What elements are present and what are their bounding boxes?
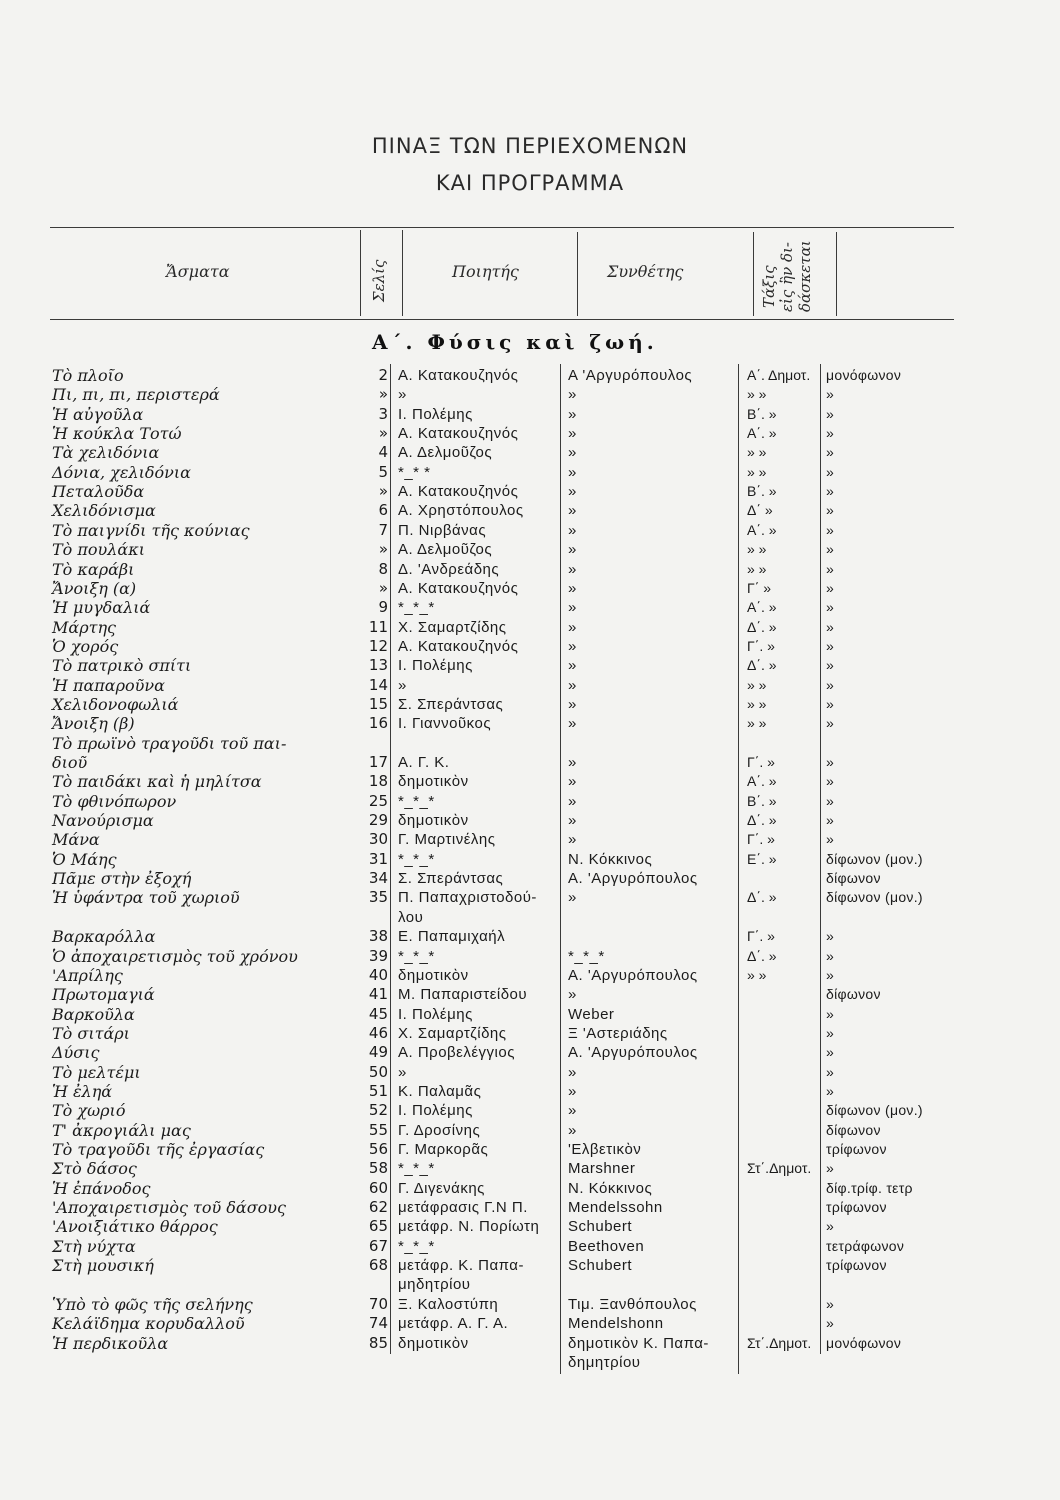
song-title: Τὸ φθινόπωρον (52, 791, 177, 811)
page-number: 49 (368, 1043, 388, 1062)
class-level: Δ΄. » (747, 657, 777, 674)
poet-name: δημοτικὸν (398, 1334, 469, 1352)
class-level: Γ΄. » (747, 637, 775, 654)
voice-note: τετράφωνον (826, 1237, 905, 1254)
song-title: Τὸ πρωϊνὸ τραγοῦδι τοῦ παι- (52, 733, 287, 753)
voice-note: » (826, 831, 835, 848)
song-title: Χελιδονοφωλιά (52, 694, 179, 714)
poet-name: Ι. Πολέμης (398, 405, 473, 423)
song-title: Τὸ σιτάρι (52, 1023, 130, 1043)
composer-name: » (568, 754, 577, 771)
voice-note: » (826, 637, 835, 654)
voice-note: » (826, 676, 835, 693)
page-number: 14 (368, 675, 388, 694)
page-number: 25 (368, 791, 388, 810)
composer-name: » (568, 405, 577, 423)
song-title: Τὸ καράβι (52, 559, 135, 579)
class-level: » » (747, 444, 767, 461)
class-level: » » (747, 463, 767, 480)
header-class-3: δάσκεται (796, 240, 814, 312)
poet-name: Ε. Παπαμιχαήλ (398, 928, 506, 946)
page-number: 4 (378, 443, 388, 462)
class-level: Δ΄ » (747, 502, 773, 519)
voice-note: τρίφωνον (826, 1257, 887, 1274)
composer-name: » (568, 812, 577, 830)
poet-name: Α. Δελμοῦζος (398, 444, 493, 462)
song-title: 'Απρίλης (52, 965, 123, 985)
voice-note: δίφωνον (826, 986, 881, 1003)
song-title: Τὸ πλοῖο (52, 366, 124, 385)
page-number: 85 (368, 1333, 388, 1352)
page-number: 18 (368, 772, 388, 791)
page-number: 3 (378, 404, 388, 423)
composer-name: Α 'Αργυρόπουλος (568, 367, 693, 384)
voice-note: » (826, 1082, 835, 1099)
song-title: Κελάϊδημα κορυδαλλοῦ (52, 1314, 245, 1334)
composer-name: » (568, 463, 577, 481)
composer-name: Ν. Κόκκινος (568, 1179, 653, 1197)
class-level: » » (747, 715, 767, 732)
composer-name: Τιμ. Ξανθόπουλος (568, 1295, 697, 1313)
class-level: Β΄. » (747, 792, 777, 809)
class-level: Γ΄. » (747, 928, 775, 945)
song-title: Στὸ δάσος (52, 1159, 137, 1179)
song-title: Τὸ τραγοῦδι τῆς ἐργασίας (52, 1140, 265, 1159)
voice-note: » (826, 1005, 835, 1022)
composer-name: » (568, 986, 577, 1004)
voice-note: » (826, 947, 835, 964)
page-number: 29 (368, 811, 388, 830)
poet-name: Α. Κατακουζηνός (398, 483, 519, 501)
song-title: Ὁ Μάης (52, 849, 117, 869)
page-number: 6 (378, 501, 388, 520)
song-title: Χελιδόνισμα (52, 501, 156, 521)
voice-note: » (826, 560, 835, 577)
composer-name: » (568, 695, 577, 713)
voice-note: » (826, 928, 835, 945)
poet-name: Ι. Πολέμης (398, 1102, 473, 1120)
page-number: » (378, 482, 388, 501)
song-title: διοῦ (52, 753, 88, 772)
voice-note: δίφωνον (826, 1121, 881, 1138)
voice-note: » (826, 966, 835, 983)
poet-name: Γ. Δροσίνης (398, 1121, 481, 1139)
composer-name: » (568, 618, 577, 636)
voice-note: » (826, 812, 835, 829)
poet-name: Α. Κατακουζηνός (398, 367, 519, 384)
page-number: 16 (368, 714, 388, 733)
song-title: Ἄνοιξη (β) (52, 714, 135, 734)
voice-note: δίφωνον (μον.) (826, 850, 923, 867)
class-level: Α΄. Δημοτ. (747, 367, 811, 383)
composer-name: » (568, 676, 577, 694)
poet-name: *_*_* (398, 850, 435, 868)
composer-name: » (568, 773, 577, 791)
voice-note: » (826, 754, 835, 770)
poet-name: Σ. Σπεράντσας (398, 695, 504, 713)
song-title: Τὸ χωριό (52, 1101, 126, 1121)
poet-name: *_*_* (398, 599, 435, 617)
poet-name: Χ. Σαμαρτζίδης (398, 618, 507, 636)
poet-name: Μ. Παπαριστείδου (398, 986, 528, 1004)
voice-note: τρίφωνον (826, 1141, 887, 1157)
header-class-2: εἰς ἣν δι- (778, 242, 796, 312)
voice-note: δίφ.τρίφ. τετρ (826, 1179, 913, 1196)
composer-name: Marshner (568, 1160, 636, 1178)
page-number: 13 (368, 656, 388, 675)
poet-name: μετάφρ. Ν. Πορίωτη (398, 1218, 540, 1236)
class-level: » » (747, 560, 767, 577)
page-number: 5 (378, 462, 388, 481)
class-level: Β΄. » (747, 405, 777, 422)
page-number: 51 (368, 1081, 388, 1100)
composer-name: » (568, 715, 577, 733)
song-title: Βαρκαρόλλα (52, 927, 156, 947)
composer-name: δημοτικὸν Κ. Παπα- (568, 1334, 709, 1352)
page-number: 12 (368, 636, 388, 655)
voice-note: » (826, 792, 835, 809)
voice-note: » (826, 541, 835, 558)
page-number: 67 (368, 1236, 388, 1255)
page-number: 9 (378, 598, 388, 617)
class-level: Α΄. » (747, 773, 777, 790)
class-level: Γ΄. » (747, 831, 775, 848)
song-title: Τὸ πουλάκι (52, 540, 145, 560)
composer-name: » (568, 521, 577, 539)
page-number: 60 (368, 1178, 388, 1197)
song-title: Ὁ ἀποχαιρετισμὸς τοῦ χρόνου (52, 946, 298, 966)
voice-note: » (826, 1315, 835, 1332)
class-level: Α΄. » (747, 599, 777, 616)
voice-note: » (826, 1160, 835, 1177)
poet-name: *_*_* (398, 1237, 435, 1255)
page-number: 11 (368, 617, 388, 636)
song-title: 'Αποχαιρετισμὸς τοῦ δάσους (52, 1198, 286, 1218)
class-level: » » (747, 676, 767, 693)
page-number: 41 (368, 985, 388, 1004)
page-number: 15 (368, 694, 388, 713)
song-title: Πι, πι, πι, περιστερά (52, 385, 220, 405)
header-class-1: Τάξις (760, 265, 778, 308)
voice-note: » (826, 444, 835, 461)
song-title: Δύσις (52, 1043, 100, 1063)
page-number: 8 (378, 559, 388, 578)
song-title: 'Ανοιξιάτικο θάρρος (52, 1217, 218, 1237)
page-number: » (378, 540, 388, 559)
page-number: 30 (368, 830, 388, 849)
class-level: » » (747, 966, 767, 983)
section-title: Α΄. Φύσις καὶ ζωή. (372, 330, 658, 354)
song-title: Ἡ ὑφάντρα τοῦ χωριοῦ (52, 888, 240, 908)
song-title: Ὑπὸ τὸ φῶς τῆς σελήνης (52, 1294, 253, 1314)
song-title: Ἡ ἐληά (52, 1081, 113, 1101)
song-title: Στὴ νύχτα (52, 1236, 136, 1256)
song-title: Στὴ μουσική (52, 1256, 154, 1276)
composer-name: » (568, 1121, 577, 1139)
poet-name: Γ. Μαρτινέλης (398, 831, 496, 849)
poet-name: Ξ. Καλοστύπη (398, 1295, 499, 1313)
page-number: 50 (368, 1062, 388, 1081)
composer-name: Schubert (568, 1218, 633, 1236)
poet-name: Δ. 'Ανδρεάδης (398, 560, 500, 578)
song-title: Τ' ἀκρογιάλι μας (52, 1120, 191, 1140)
page-number: 39 (368, 946, 388, 965)
poet-name: » (398, 676, 407, 694)
voice-note: » (826, 1295, 835, 1312)
song-title: Τὰ χελιδόνια (52, 443, 160, 463)
composer-name: » (568, 1102, 577, 1120)
class-level: Α΄. » (747, 521, 777, 538)
song-title: Δόνια, χελιδόνια (52, 462, 191, 482)
song-title: Τὸ μελτέμι (52, 1062, 141, 1082)
voice-note: » (826, 386, 835, 403)
voice-note: » (826, 599, 835, 616)
class-level: Γ΄. » (747, 754, 775, 770)
class-level: » » (747, 695, 767, 712)
poet-name: Α. Κατακουζηνός (398, 637, 519, 655)
class-level: Δ΄. » (747, 947, 777, 964)
poet-name: μετάφρασις Γ.Ν Π. (398, 1199, 528, 1217)
title-line-1: ΠΙΝΑΞ ΤΩΝ ΠΕΡΙΕΧΟΜΕΝΩΝ (371, 134, 689, 158)
voice-note: δίφωνον (826, 870, 881, 887)
voice-note: » (826, 618, 835, 635)
page-number: 2 (378, 366, 388, 384)
poet-name: λου (398, 908, 424, 926)
page-number: 7 (378, 520, 388, 539)
page-number: 74 (368, 1314, 388, 1333)
page-number: » (378, 578, 388, 597)
song-title: Τὸ παιγνίδι τῆς κούνιας (52, 520, 250, 540)
composer-name: Schubert (568, 1257, 633, 1275)
voice-note: » (826, 463, 835, 480)
voice-note: μονόφωνον (826, 1334, 902, 1351)
song-title: Μάνα (52, 830, 100, 850)
voice-note: » (826, 1063, 835, 1080)
poet-name: *_* * (398, 463, 431, 481)
voice-note: » (826, 695, 835, 712)
class-level: Στ΄.Δημοτ. (747, 1160, 812, 1177)
voice-note: » (826, 579, 835, 596)
composer-name: Ν. Κόκκινος (568, 850, 653, 868)
composer-name: δημητρίου (568, 1353, 641, 1371)
song-title: Πεταλοῦδα (52, 482, 145, 502)
composer-name: Mendelssohn (568, 1199, 663, 1217)
class-level: Ε΄. » (747, 850, 777, 867)
class-level: Δ΄. » (747, 618, 777, 635)
poet-name: *_*_* (398, 1160, 435, 1178)
class-level: Γ΄ » (747, 579, 772, 596)
poet-name: Σ. Σπεράντσας (398, 870, 504, 888)
page-number: 35 (368, 888, 388, 907)
poet-name: δημοτικὸν (398, 773, 469, 791)
poet-name: μηδητρίου (398, 1276, 471, 1294)
page-number: » (378, 385, 388, 404)
poet-name: Ι. Πολέμης (398, 1005, 473, 1023)
poet-name: Ι. Πολέμης (398, 657, 473, 675)
voice-note: » (826, 773, 835, 790)
page-number: 52 (368, 1101, 388, 1120)
song-title: Ἡ αὐγοῦλα (52, 404, 144, 424)
song-title: Τὸ παιδάκι καὶ ἡ μηλίτσα (52, 772, 262, 792)
page-number: 45 (368, 1004, 388, 1023)
composer-name: » (568, 831, 577, 849)
song-title: Ἡ μυγδαλιά (52, 598, 151, 618)
header-page: Σελίς (370, 259, 388, 302)
poet-name: Χ. Σαμαρτζίδης (398, 1024, 507, 1042)
poet-name: δημοτικὸν (398, 812, 469, 830)
page-number: 34 (368, 869, 388, 888)
voice-note: » (826, 1044, 835, 1061)
song-title: Νανούρισμα (52, 811, 154, 831)
page-number: 55 (368, 1120, 388, 1139)
class-level: Α΄. » (747, 425, 777, 442)
composer-name: » (568, 579, 577, 597)
poet-name: *_*_* (398, 947, 435, 965)
composer-name: » (568, 502, 577, 520)
class-level: Δ΄. » (747, 812, 777, 829)
composer-name: *_*_* (568, 947, 605, 965)
poet-name: Π. Παπαχριστοδού- (398, 889, 537, 907)
composer-name: » (568, 889, 577, 907)
composer-name: » (568, 425, 577, 443)
poet-name: Α. Γ. Κ. (398, 754, 450, 771)
page-number: 31 (368, 849, 388, 868)
header-songs: Ἄσματα (166, 262, 230, 281)
song-title: Πρωτομαγιά (52, 985, 155, 1005)
voice-note: » (826, 405, 835, 422)
song-title: Ἡ περδικοῦλα (52, 1333, 169, 1353)
voice-note: » (826, 715, 835, 732)
composer-name: » (568, 637, 577, 655)
composer-name: Weber (568, 1005, 615, 1023)
poet-name: Α. Δελμοῦζος (398, 541, 493, 559)
voice-note: » (826, 1218, 835, 1235)
composer-name: » (568, 386, 577, 404)
composer-name: » (568, 792, 577, 810)
class-level: Β΄. » (747, 483, 777, 500)
voice-note: δίφωνον (μον.) (826, 889, 923, 906)
page-number: 68 (368, 1256, 388, 1275)
composer-name: » (568, 444, 577, 462)
composer-name: Ξ 'Αστεριάδης (568, 1024, 668, 1042)
class-level: » » (747, 386, 767, 403)
poet-name: Α. Κατακουζηνός (398, 579, 519, 597)
poet-name: δημοτικὸν (398, 966, 469, 984)
page-number: 65 (368, 1217, 388, 1236)
poet-name: *_*_* (398, 792, 435, 810)
page-number: 62 (368, 1198, 388, 1217)
composer-name: » (568, 483, 577, 501)
voice-note: » (826, 1024, 835, 1041)
class-level: Δ΄. » (747, 889, 777, 906)
composer-name: » (568, 560, 577, 578)
composer-name: Α. 'Αργυρόπουλος (568, 870, 698, 888)
composer-name: » (568, 1063, 577, 1081)
voice-note: » (826, 521, 835, 538)
poet-name: Γ. Διγενάκης (398, 1179, 485, 1197)
title-line-2: ΚΑΙ ΠΡΟΓΡΑΜΜΑ (435, 171, 625, 195)
song-title: Ἡ παπαροῦνα (52, 675, 165, 695)
composer-name: » (568, 599, 577, 617)
voice-note: δίφωνον (μον.) (826, 1102, 923, 1119)
song-title: Πᾶμε στὴν ἐξοχή (52, 869, 192, 889)
poet-name: Γ. Μαρκορᾶς (398, 1141, 489, 1158)
page-number: 58 (368, 1159, 388, 1178)
song-title: Ὁ χορός (52, 636, 119, 656)
voice-note: » (826, 502, 835, 519)
composer-name: » (568, 541, 577, 559)
composer-name: Mendelshonn (568, 1315, 664, 1333)
song-title: Τὸ πατρικὸ σπίτι (52, 656, 192, 676)
poet-name: Κ. Παλαμᾶς (398, 1082, 482, 1100)
page-number: 17 (368, 753, 388, 771)
class-level: Στ΄.Δημοτ. (747, 1334, 812, 1351)
voice-note: » (826, 657, 835, 674)
composer-name: » (568, 657, 577, 675)
header-composer: Συνθέτης (607, 262, 684, 281)
song-title: Βαρκοῦλα (52, 1004, 135, 1024)
voice-note: τρίφωνον (826, 1199, 887, 1216)
song-title: Μάρτης (52, 617, 116, 637)
page-number: 70 (368, 1294, 388, 1313)
page-number: 38 (368, 927, 388, 946)
voice-note: » (826, 425, 835, 442)
poet-name: » (398, 1063, 407, 1081)
page-number: 56 (368, 1140, 388, 1158)
composer-name: 'Ελβετικὸν (568, 1141, 642, 1158)
poet-name: μετάφρ. Α. Γ. Α. (398, 1315, 509, 1333)
poet-name: Α. Κατακουζηνός (398, 425, 519, 443)
page-number: 46 (368, 1023, 388, 1042)
song-title: Ἡ ἐπάνοδος (52, 1178, 151, 1198)
voice-note: » (826, 483, 835, 500)
page-number: 40 (368, 965, 388, 984)
poet-name: μετάφρ. Κ. Παπα- (398, 1257, 524, 1275)
poet-name: Π. Νιρβάνας (398, 521, 487, 539)
poet-name: Ι. Γιαννοῦκος (398, 715, 492, 733)
poet-name: » (398, 386, 407, 404)
composer-name: » (568, 1082, 577, 1100)
composer-name: Beethoven (568, 1237, 645, 1255)
voice-note: μονόφωνον (826, 367, 902, 383)
class-level: » » (747, 541, 767, 558)
page-number: » (378, 424, 388, 443)
header-poet: Ποιητής (452, 262, 519, 281)
poet-name: Α. Χρηστόπουλος (398, 502, 524, 520)
song-title: Ἄνοιξη (α) (52, 578, 137, 598)
composer-name: Α. 'Αργυρόπουλος (568, 966, 698, 984)
song-title: Ἡ κούκλα Τοτώ (52, 424, 182, 444)
poet-name: Α. Προβελέγγιος (398, 1044, 515, 1062)
composer-name: Α. 'Αργυρόπουλος (568, 1044, 698, 1062)
